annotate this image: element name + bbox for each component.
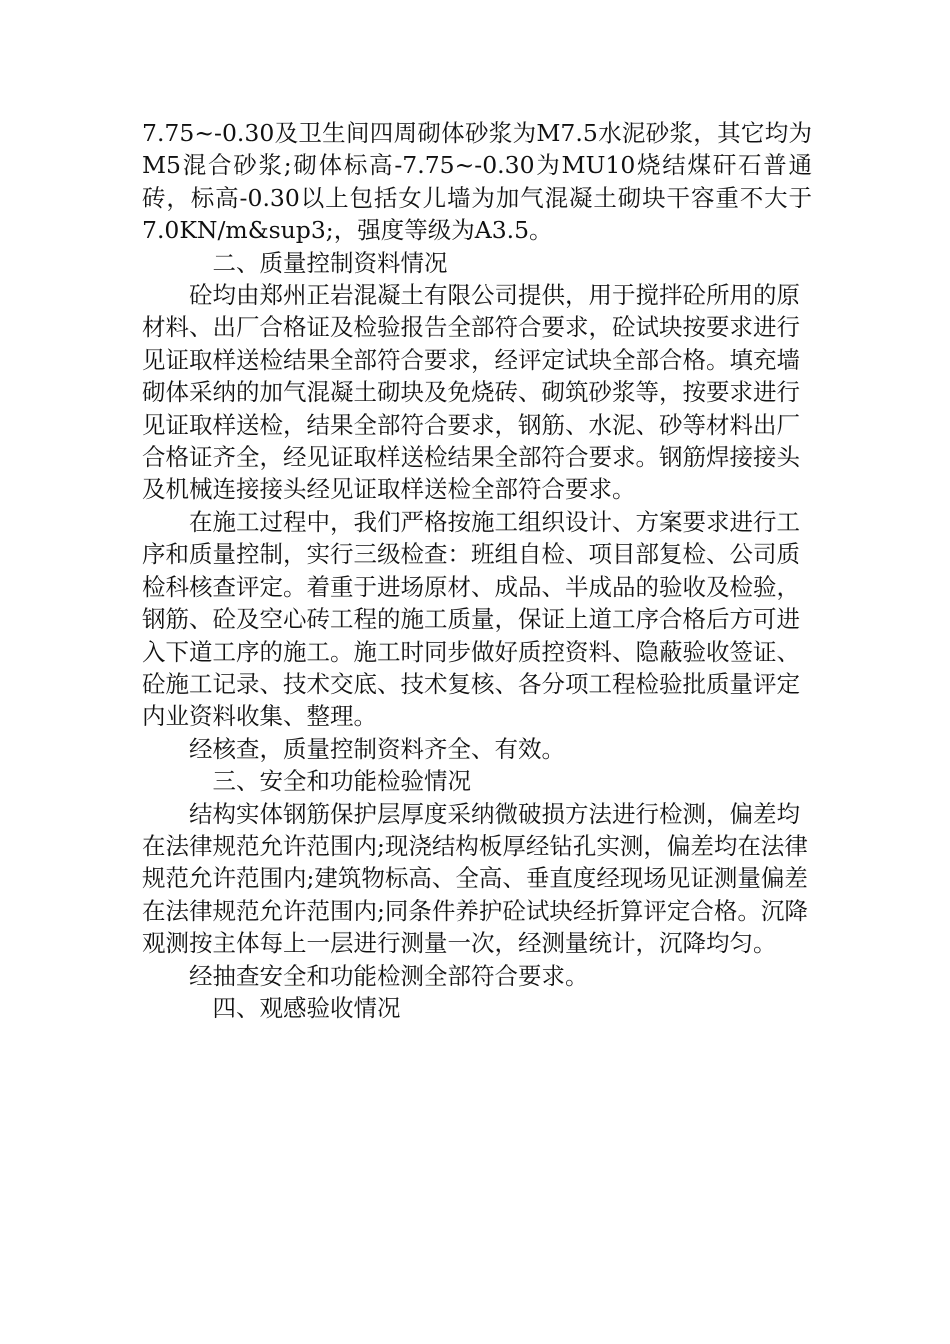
paragraph-quality-result: 经核查，质量控制资料齐全、有效。: [189, 734, 565, 763]
heading-appearance-acceptance: 四、观感验收情况: [212, 993, 401, 1022]
paragraph-structure-inspection: 结构实体钢筋保护层厚度采纳微破损方法进行检测，偏差均在法律规范允许范围内;现浇结构板厚经钻孔实测，偏差均在法律规范允许范围内;建筑物标高、全高、垂直度经现场见证测量偏差在法律规范允许范围内;同条件养护砼试块经折算评定合格。沉降观测按主体每上一层进行测量一次，经测量统计，沉降均匀。: [142, 799, 808, 958]
paragraph-construction-process: 在施工过程中，我们严格按施工组织设计、方案要求进行工序和质量控制，实行三级检查：班组自检、项目部复检、公司质检科核查评定。着重于进场原材、成品、半成品的验收及检验，钢筋、砼及空心砖工程的施工质量，保证上道工序合格后方可进入下道工序的施工。施工时同步做好质控资料、隐蔽验收签证、砼施工记录、技术交底、技术复核、各分项工程检验批质量评定内业资料收集、整理。: [142, 507, 800, 731]
heading-quality-control: 二、质量控制资料情况: [212, 248, 448, 277]
paragraph-concrete-supply: 砼均由郑州正岩混凝土有限公司提供，用于搅拌砼所用的原材料、出厂合格证及检验报告全部符合要求，砼试块按要求进行见证取样送检结果全部符合要求，经评定试块全部合格。填充墙砌体采纳的加气混凝土砌块及免烧砖、砌筑砂浆等，按要求进行见证取样送检，结果全部符合要求，钢筋、水泥、砂等材料出厂合格证齐全，经见证取样送检结果全部符合要求。钢筋焊接接头及机械连接接头经见证取样送检全部符合要求。: [142, 281, 800, 504]
paragraph-materials: 7.75~-0.30及卫生间四周砌体砂浆为M7.5水泥砂浆，其它均为M5混合砂浆;砌体标高-7.75~-0.30为MU10烧结煤矸石普通砖，标高-0.30以上包括女儿墙为加气混凝土砌块干容重不大于7.0KN/m&sup3;，强度等级为A3.5。: [142, 119, 812, 245]
heading-safety-function: 三、安全和功能检验情况: [212, 767, 471, 796]
paragraph-safety-result: 经抽查安全和功能检测全部符合要求。: [189, 961, 589, 990]
document-page: [142, 117, 812, 1024]
